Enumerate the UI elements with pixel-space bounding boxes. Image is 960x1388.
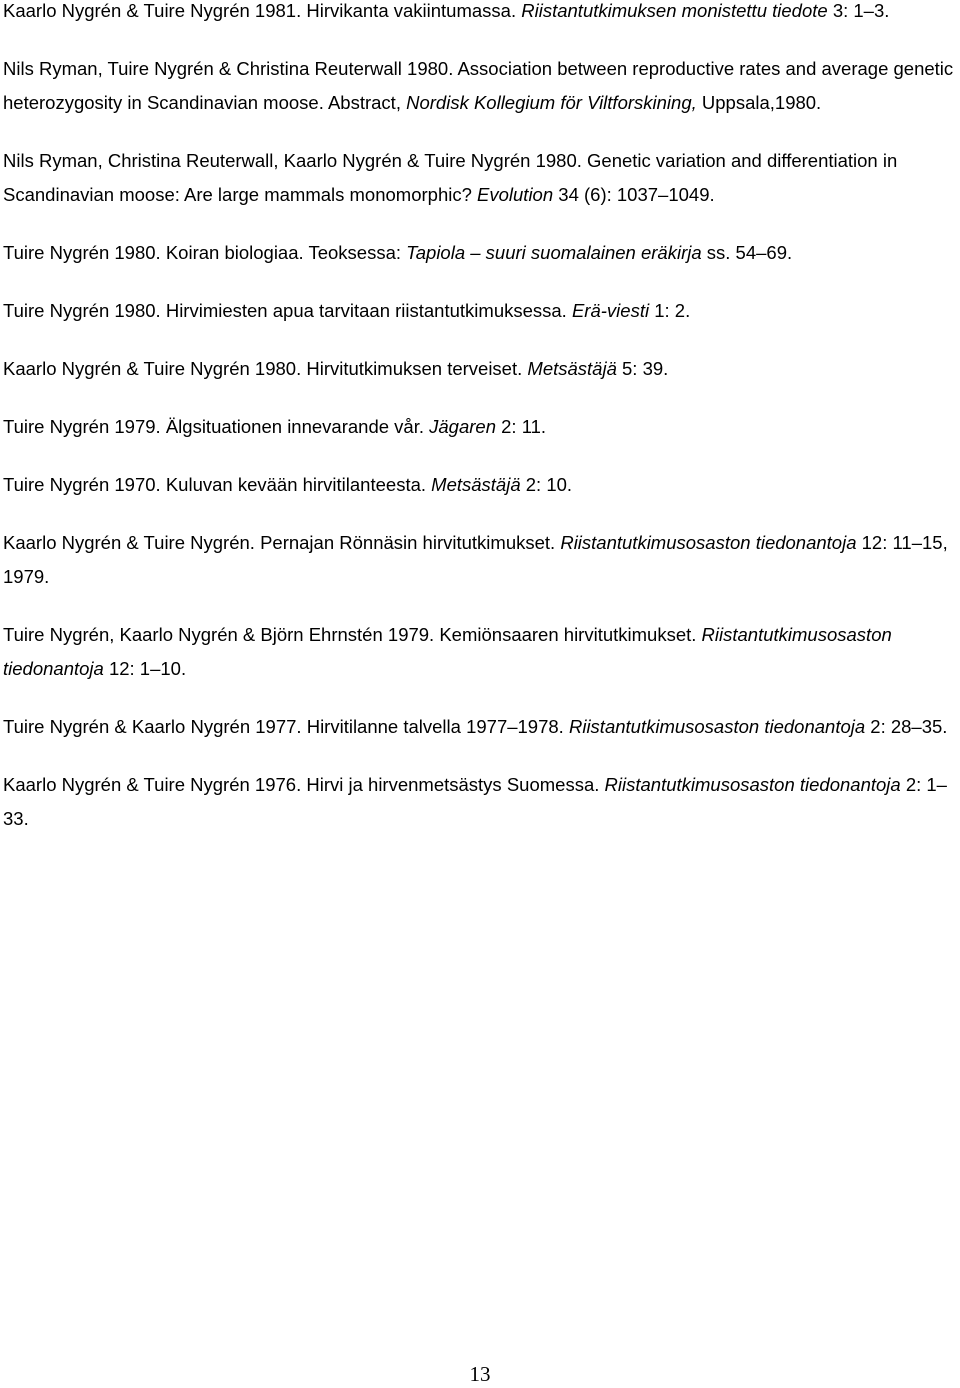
reference-item	[3, 526, 957, 594]
reference-authors: Kaarlo Nygrén & Tuire Nygrén 1976.	[3, 774, 302, 795]
reference-tail: 2: 11.	[501, 416, 547, 437]
reference-title: Hirvikanta vakiintumassa.	[306, 0, 517, 21]
reference-source: Evolution	[477, 184, 554, 205]
reference-tail: 5: 39.	[622, 358, 669, 379]
reference-title: Hirvimiesten apua tarvitaan riistantutkimuksessa.	[165, 300, 567, 321]
reference-title: Kuluvan kevään hirvitilanteesta.	[165, 474, 427, 495]
reference-source: Riistantutkimuksen monistettu tiedote	[521, 0, 828, 21]
reference-tail: 2: 28–35.	[870, 716, 948, 737]
reference-item	[3, 294, 957, 328]
reference-authors: Tuire Nygrén & Kaarlo Nygrén 1977.	[3, 716, 302, 737]
reference-tail: 2: 10.	[525, 474, 573, 495]
reference-item	[3, 352, 957, 386]
reference-authors: Tuire Nygrén 1980.	[3, 300, 161, 321]
reference-tail: 12: 1–10.	[108, 658, 187, 679]
reference-item	[3, 144, 957, 212]
reference-source: Metsästäjä	[431, 474, 521, 495]
reference-authors: Nils Ryman, Christina Reuterwall, Kaarlo Nygrén & Tuire Nygrén 1980.	[3, 150, 582, 171]
reference-tail: 2: 1–33.	[3, 774, 947, 829]
reference-source: Erä-viesti	[571, 300, 650, 321]
reference-source: Tapiola – suuri suomalainen eräkirja	[406, 242, 702, 263]
reference-item	[3, 768, 957, 836]
reference-source: Nordisk Kollegium för Viltforskining,	[406, 92, 697, 113]
reference-authors: Tuire Nygrén 1979.	[3, 416, 161, 437]
reference-tail: 3: 1–3.	[832, 0, 890, 21]
reference-tail: 1: 2.	[654, 300, 691, 321]
reference-tail: ss. 54–69.	[706, 242, 793, 263]
reference-item	[3, 0, 957, 28]
reference-title: Association between reproductive rates and average genetic heterozygosity in Scandinavian moose. Abstract,	[3, 58, 954, 113]
reference-tail: 12: 11–15, 1979.	[3, 532, 948, 587]
reference-item	[3, 236, 957, 270]
reference-authors: Tuire Nygrén 1970.	[3, 474, 161, 495]
page-number: 13	[469, 1362, 491, 1386]
reference-title: Genetic variation and differentiation in Scandinavian moose: Are large mammals monomorphic?	[3, 150, 898, 205]
reference-source: Riistantutkimusosaston tiedonantoja	[604, 774, 901, 795]
reference-authors: Kaarlo Nygrén & Tuire Nygrén 1981.	[3, 0, 302, 21]
reference-list	[3, 0, 957, 836]
reference-tail: 34 (6): 1037–1049.	[558, 184, 715, 205]
reference-authors: Nils Ryman, Tuire Nygrén & Christina Reuterwall 1980.	[3, 58, 454, 79]
reference-authors: Kaarlo Nygrén & Tuire Nygrén 1980.	[3, 358, 302, 379]
reference-item	[3, 410, 957, 444]
reference-item	[3, 52, 957, 120]
reference-authors: Tuire Nygrén, Kaarlo Nygrén & Björn Ehrnstén 1979.	[3, 624, 435, 645]
reference-title: Älgsituationen innevarande vår.	[165, 416, 424, 437]
reference-tail: Uppsala,1980.	[701, 92, 822, 113]
reference-item	[3, 710, 957, 744]
reference-authors: Kaarlo Nygrén & Tuire Nygrén.	[3, 532, 255, 553]
reference-title: Hirvi ja hirvenmetsästys Suomessa.	[306, 774, 600, 795]
reference-source: Riistantutkimusosaston tiedonantoja	[568, 716, 866, 737]
reference-authors: Tuire Nygrén 1980.	[3, 242, 161, 263]
reference-source: Jägaren	[429, 416, 496, 437]
reference-title: Kemiönsaaren hirvitutkimukset.	[439, 624, 697, 645]
reference-title: Koiran biologiaa. Teoksessa:	[165, 242, 401, 263]
reference-source: Riistantutkimusosaston tiedonantoja	[3, 624, 892, 679]
reference-title: Hirvitilanne talvella 1977–1978.	[306, 716, 564, 737]
reference-source: Metsästäjä	[527, 358, 617, 379]
reference-item	[3, 618, 957, 686]
reference-source: Riistantutkimusosaston tiedonantoja	[560, 532, 857, 553]
reference-title: Hirvitutkimuksen terveiset.	[306, 358, 523, 379]
reference-title: Pernajan Rönnäsin hirvitutkimukset.	[260, 532, 556, 553]
reference-item	[3, 468, 957, 502]
